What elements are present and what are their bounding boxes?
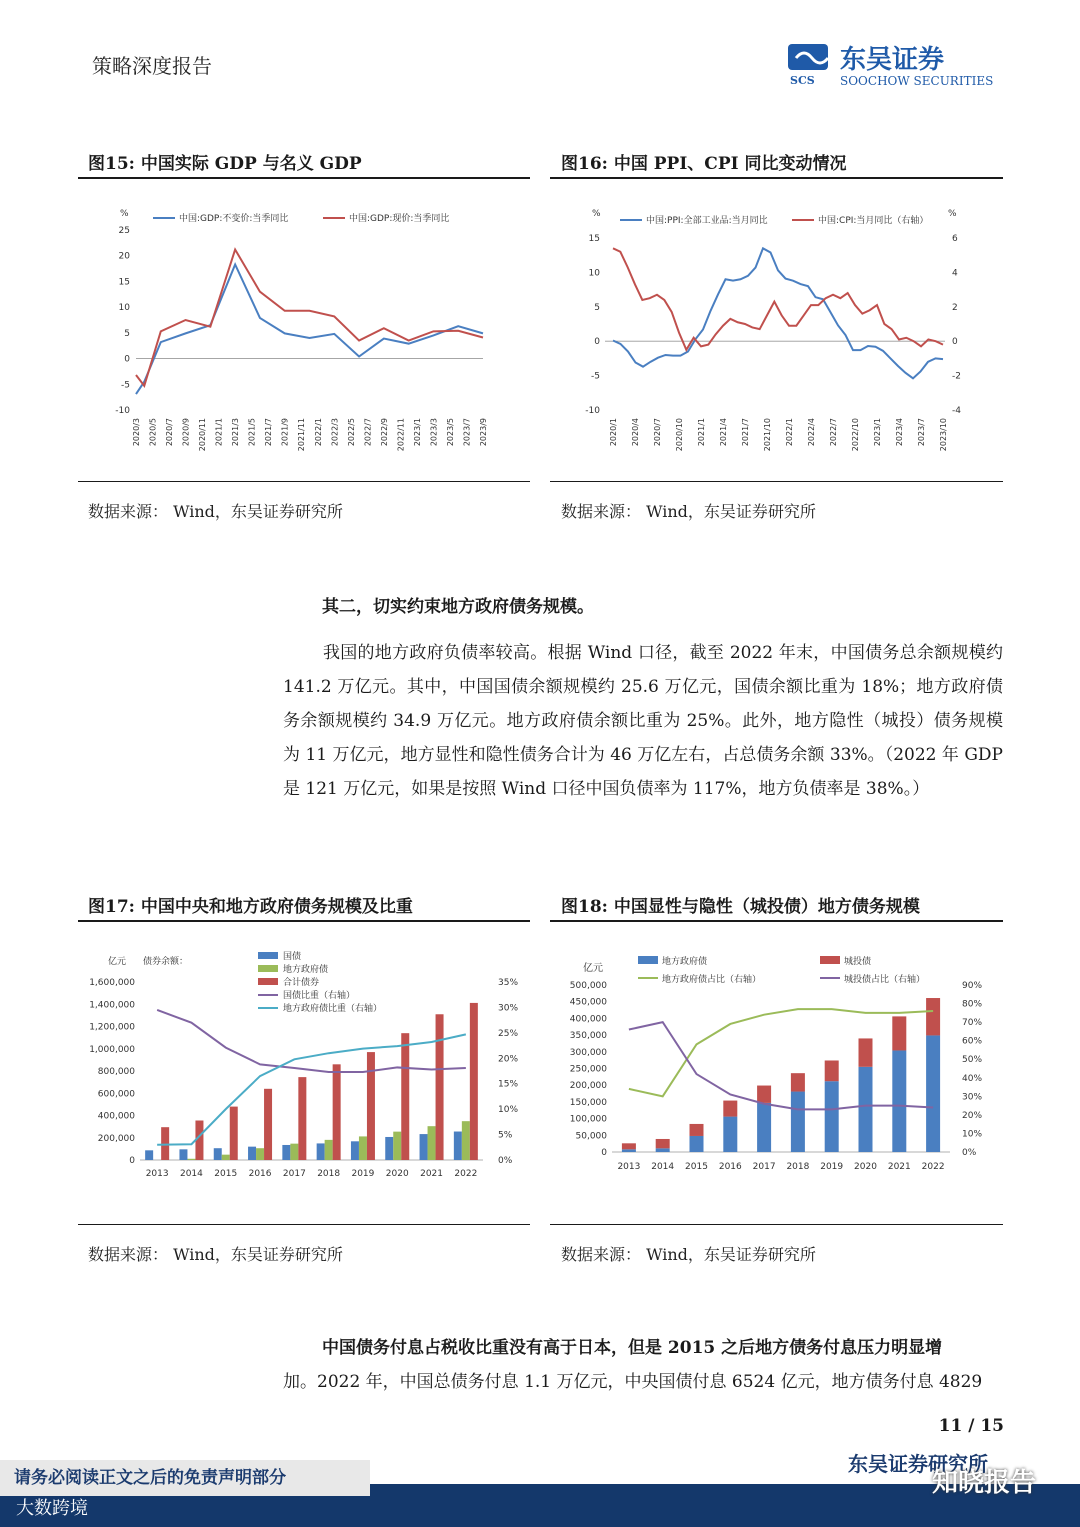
fig18-bar [825, 1060, 839, 1081]
fig18-ytick-left: 500,000 [569, 981, 607, 991]
fig17-ytick-right: 5% [498, 1130, 513, 1141]
fig16-legend-label: 中国:CPI:当月同比（右轴） [818, 216, 929, 226]
fig17-bar [264, 1089, 272, 1160]
fig18-bottom-rule [550, 1224, 1003, 1225]
watermark-left: 大数跨境 [16, 1498, 88, 1519]
fig18-xtick: 2013 [617, 1162, 641, 1172]
fig18-ytick-left: 50,000 [575, 1131, 607, 1142]
fig16-xtick: 2021/7 [741, 418, 750, 447]
fig17-legend-swatch [258, 952, 278, 959]
fig17-legend-label: 地方政府债 [283, 965, 329, 975]
fig18-legend-label: 城投债 [844, 957, 872, 967]
fig15-xtick: 2020/3 [132, 418, 141, 447]
fig16-xtick: 2020/7 [653, 418, 662, 447]
fig17-ytick-left: 1,200,000 [89, 1022, 135, 1033]
fig15-xtick: 2023/9 [479, 418, 488, 447]
fig18-ytick-right: 30% [962, 1092, 983, 1103]
fig16-ytick-right: -2 [952, 371, 961, 382]
fig18-ytick-left: 300,000 [569, 1047, 607, 1058]
fig16-ytick-right: 2 [952, 302, 958, 313]
fig17-bar [436, 1014, 444, 1160]
fig15-xtick: 2021/1 [214, 418, 224, 447]
fig17-xtick: 2014 [179, 1169, 203, 1179]
fig18-bar [622, 1149, 636, 1152]
fig17-xtick: 2019 [351, 1169, 375, 1179]
fig15-ytick: 0 [124, 354, 130, 365]
fig17-ytick-right: 20% [498, 1054, 519, 1065]
fig17-bar [317, 1143, 325, 1160]
fig17-bottom-rule [78, 1224, 530, 1225]
fig17-bar [367, 1052, 375, 1160]
fig17-xtick: 2016 [248, 1169, 272, 1179]
fig16-xtick: 2022/7 [829, 418, 838, 447]
fig16-ytick-left: 0 [594, 337, 600, 348]
report-type-title: 策略深度报告 [92, 54, 212, 78]
fig17-legend-label: 地方政府债比重（右轴） [283, 1004, 383, 1014]
fig16-series-line [613, 248, 943, 349]
fig18-ytick-left: 100,000 [569, 1114, 607, 1125]
fig16-series-line [613, 248, 943, 378]
fig18-bar [892, 1050, 906, 1152]
fig16-ytick-left: 5 [594, 302, 600, 313]
fig18-bar [791, 1073, 805, 1091]
fig16-legend-label: 中国:PPI:全部工业品:当月同比 [646, 216, 768, 226]
fig18-chart [550, 945, 1003, 1185]
brand-logo [786, 40, 1006, 90]
watermark-right: 知晓报告 [932, 1468, 1037, 1498]
fig15-bottom-rule [78, 481, 530, 482]
fig16-source: 数据来源： Wind，东吴证券研究所 [561, 502, 816, 521]
fig17-xtick: 2015 [214, 1169, 238, 1179]
closing-line-1: 中国债务付息占税收比重没有高于日本，但是 2015 之后地方债务付息压力明显增 [322, 1338, 943, 1358]
fig17-svg [78, 940, 530, 1185]
fig17-legend-label: 国债 [283, 952, 302, 962]
fig16-ytick-right: 4 [952, 268, 958, 279]
fig16-svg [550, 190, 1003, 470]
fig15-xtick: 2022/9 [379, 418, 389, 447]
fig17-ytick-right: 15% [498, 1079, 519, 1090]
fig18-bar [723, 1101, 737, 1117]
fig16-xtick: 2023/10 [939, 418, 948, 452]
fig18-bar [690, 1124, 704, 1136]
footer-brand: 东吴证券研究所 [848, 1452, 988, 1476]
fig15-series-line [136, 250, 483, 386]
fig16-unit-left: % [592, 209, 601, 219]
fig17-legend-label: 国债比重（右轴） [283, 991, 356, 1001]
fig17-chart [78, 940, 530, 1185]
fig18-ytick-right: 80% [962, 999, 983, 1010]
fig18-ytick-right: 10% [962, 1129, 983, 1140]
fig17-series-line [157, 1034, 466, 1144]
fig17-bar [359, 1136, 367, 1160]
fig18-ytick-left: 350,000 [569, 1031, 607, 1042]
fig15-legend-label: 中国:GDP:不变价:当季同比 [179, 214, 289, 224]
fig17-series-line [157, 1010, 466, 1072]
fig17-ytick-left: 800,000 [97, 1067, 135, 1077]
logo-abbr: SCS [790, 74, 815, 87]
fig18-series-line [629, 1022, 933, 1109]
fig17-ytick-left: 600,000 [97, 1089, 135, 1100]
fig18-legend-label: 城投债占比（右轴） [844, 975, 926, 985]
fig17-xtick: 2021 [420, 1169, 444, 1179]
closing-line-2: 加。2022 年，中国总债务付息 1.1 万亿元，中央国债付息 6524 亿元，地方债务付息 4829 [283, 1372, 983, 1392]
fig17-ytick-left: 1,600,000 [89, 978, 135, 988]
fig15-xtick: 2020/5 [148, 418, 158, 447]
fig17-ytick-left: 0 [129, 1156, 135, 1166]
fig16-xtick: 2022/4 [807, 418, 816, 447]
fig15-xtick: 2022/3 [330, 418, 340, 447]
fig18-legend-label: 地方政府债占比（右轴） [662, 975, 762, 985]
fig18-legend-swatch [638, 956, 658, 964]
fig18-bar [656, 1148, 670, 1152]
fig17-bar [351, 1141, 359, 1160]
fig16-xtick: 2022/1 [785, 418, 794, 447]
fig17-xtick: 2013 [145, 1169, 169, 1179]
fig18-ytick-left: 400,000 [569, 1014, 607, 1025]
fig15-chart [78, 190, 530, 470]
fig16-xtick: 2020/4 [631, 418, 640, 447]
fig15-xtick: 2020/7 [165, 418, 175, 447]
logo-en: SOOCHOW SECURITIES [840, 74, 994, 88]
fig17-bar [333, 1064, 341, 1160]
fig15-xtick: 2023/5 [445, 418, 455, 447]
fig18-ytick-left: 150,000 [569, 1097, 607, 1108]
logo-cn: 东吴证券 [840, 45, 945, 75]
section-heading: 其二，切实约束地方政府债务规模。 [322, 597, 594, 617]
fig18-bar [757, 1103, 771, 1152]
fig17-bar [462, 1121, 470, 1160]
fig18-xtick: 2016 [718, 1162, 742, 1172]
fig17-ytick-right: 25% [498, 1028, 519, 1039]
fig15-xtick: 2021/9 [280, 418, 290, 447]
fig18-xtick: 2018 [786, 1162, 810, 1172]
fig15-xtick: 2020/11 [198, 418, 208, 452]
fig16-ytick-right: 6 [952, 234, 958, 244]
fig17-source: 数据来源： Wind，东吴证券研究所 [88, 1245, 343, 1264]
fig15-xtick: 2021/7 [264, 418, 274, 447]
page-number: 11 / 15 [938, 1416, 1004, 1436]
fig18-series-line [629, 1009, 933, 1096]
fig17-bar [214, 1148, 222, 1160]
fig16-xtick: 2023/4 [895, 418, 904, 447]
fig15-unit-label: % [120, 209, 129, 219]
fig16-xtick: 2021/4 [719, 418, 728, 447]
fig15-ytick: 15 [118, 277, 130, 288]
fig18-xtick: 2019 [820, 1162, 844, 1172]
fig15-svg [78, 190, 530, 470]
fig17-bar [179, 1149, 187, 1160]
fig15-ytick: -5 [121, 380, 130, 391]
fig17-unit-left: 亿元 [108, 957, 127, 967]
fig17-legend-swatch [258, 965, 278, 972]
fig18-bar [622, 1143, 636, 1149]
fig17-bar [230, 1107, 238, 1160]
fig16-xtick: 2020/1 [609, 418, 618, 447]
fig17-bar [325, 1140, 333, 1160]
fig15-series-line [136, 264, 483, 394]
fig15-xtick: 2022/11 [396, 418, 406, 452]
fig18-xtick: 2020 [854, 1162, 877, 1172]
fig18-xtick: 2017 [752, 1162, 776, 1172]
fig18-bar [690, 1136, 704, 1152]
fig15-title: 图15: 中国实际 GDP 与名义 GDP [88, 154, 362, 174]
fig17-bar [282, 1145, 290, 1160]
fig18-legend-swatch [820, 956, 840, 964]
fig17-bar [470, 1003, 478, 1160]
fig18-legend-label: 地方政府债 [662, 957, 708, 967]
fig17-bar [393, 1132, 401, 1160]
fig16-ytick-left: -5 [591, 371, 600, 382]
fig18-bar [757, 1086, 771, 1103]
fig17-left-label: 债券余额： [143, 957, 189, 967]
fig18-bar [892, 1016, 906, 1050]
fig16-title: 图16: 中国 PPI、CPI 同比变动情况 [561, 154, 847, 174]
fig15-xtick: 2023/3 [429, 418, 439, 447]
fig18-xtick: 2021 [887, 1162, 911, 1172]
fig17-bar [145, 1150, 153, 1160]
fig15-ytick: -10 [115, 406, 130, 416]
fig18-ytick-left: 0 [601, 1148, 607, 1158]
fig17-top-rule [78, 920, 530, 922]
fig16-unit-right: % [948, 209, 957, 219]
fig17-bar [454, 1132, 462, 1160]
fig18-ytick-right: 60% [962, 1036, 983, 1047]
fig16-ytick-left: 10 [588, 268, 600, 279]
fig16-xtick: 2023/1 [873, 418, 882, 447]
fig17-bar [401, 1033, 409, 1160]
fig17-ytick-left: 1,400,000 [89, 1000, 135, 1011]
fig15-xtick: 2022/1 [313, 418, 323, 447]
fig16-ytick-left: -10 [585, 406, 600, 416]
fig15-xtick: 2021/3 [231, 418, 241, 447]
fig18-bar [926, 1035, 940, 1152]
fig18-bar [859, 1038, 873, 1066]
fig18-bar [825, 1081, 839, 1152]
fig15-legend-label: 中国:GDP:现价:当季同比 [349, 214, 450, 224]
fig15-xtick: 2022/5 [346, 418, 356, 447]
fig18-ytick-right: 70% [962, 1018, 983, 1029]
fig16-xtick: 2021/10 [763, 418, 772, 452]
fig18-ytick-right: 40% [962, 1073, 983, 1084]
fig17-bar [298, 1077, 306, 1160]
fig17-legend-swatch [258, 978, 278, 985]
fig17-bar [256, 1148, 264, 1160]
fig17-xtick: 2017 [282, 1169, 306, 1179]
fig17-legend-label: 合计债券 [283, 978, 320, 988]
fig17-ytick-right: 10% [498, 1105, 519, 1116]
fig18-unit-left: 亿元 [583, 963, 603, 974]
fig18-bar [791, 1092, 805, 1152]
fig17-title: 图17: 中国中央和地方政府债务规模及比重 [88, 897, 413, 917]
fig18-ytick-left: 250,000 [569, 1064, 607, 1075]
fig17-bar [428, 1126, 436, 1160]
fig15-ytick: 20 [118, 251, 130, 262]
fig16-xtick: 2022/10 [851, 418, 860, 452]
fig15-top-rule [78, 177, 530, 179]
fig15-xtick: 2021/5 [247, 418, 257, 447]
fig18-ytick-left: 200,000 [569, 1081, 607, 1092]
fig15-xtick: 2020/9 [181, 418, 191, 447]
fig17-xtick: 2018 [317, 1169, 341, 1179]
fig17-xtick: 2022 [454, 1169, 478, 1179]
fig17-bar [222, 1155, 230, 1160]
fig17-bar [248, 1147, 256, 1160]
fig17-bar [290, 1144, 298, 1160]
fig17-bar [187, 1159, 195, 1160]
fig17-xtick: 2020 [385, 1169, 409, 1179]
fig18-svg [550, 945, 1003, 1185]
fig15-source: 数据来源： Wind，东吴证券研究所 [88, 502, 343, 521]
fig17-ytick-left: 1,000,000 [89, 1044, 135, 1055]
fig18-bar [656, 1139, 670, 1148]
fig18-xtick: 2022 [921, 1162, 945, 1172]
fig18-ytick-right: 20% [962, 1110, 983, 1121]
fig17-ytick-right: 35% [498, 978, 519, 988]
fig16-bottom-rule [550, 481, 1003, 482]
fig16-ytick-right: 0 [952, 337, 958, 348]
fig17-ytick-left: 400,000 [97, 1111, 135, 1122]
fig18-ytick-right: 50% [962, 1055, 983, 1066]
fig15-ytick: 5 [124, 328, 130, 339]
fig15-xtick: 2023/7 [462, 418, 472, 447]
fig16-chart [550, 190, 1003, 470]
fig16-ytick-right: -4 [952, 406, 961, 416]
fig17-ytick-right: 0% [498, 1156, 513, 1166]
fig16-ytick-left: 15 [588, 234, 600, 244]
disclaimer-text: 请务必阅读正文之后的免责声明部分 [0, 1460, 370, 1496]
fig16-xtick: 2023/7 [917, 418, 926, 447]
fig15-xtick: 2022/7 [363, 418, 373, 447]
fig16-xtick: 2020/10 [675, 418, 684, 452]
fig15-ytick: 25 [118, 226, 130, 236]
fig15-ytick: 10 [118, 303, 130, 314]
fig17-bar [420, 1134, 428, 1160]
fig17-ytick-left: 200,000 [97, 1133, 135, 1144]
fig18-bar [926, 998, 940, 1035]
fig17-ytick-right: 30% [498, 1003, 519, 1014]
fig18-title: 图18: 中国显性与隐性（城投债）地方债务规模 [561, 897, 920, 917]
fig16-top-rule [550, 177, 1003, 179]
fig18-xtick: 2015 [685, 1162, 708, 1172]
fig18-bar [723, 1117, 737, 1152]
fig18-ytick-right: 0% [962, 1148, 977, 1158]
fig18-top-rule [550, 920, 1003, 922]
fig18-source: 数据来源： Wind，东吴证券研究所 [561, 1245, 816, 1264]
fig18-bar [859, 1067, 873, 1152]
fig15-xtick: 2021/11 [297, 418, 307, 452]
scs-logo-icon [786, 40, 1006, 90]
fig15-xtick: 2023/1 [412, 418, 422, 447]
section-paragraph: 我国的地方政府负债率较高。根据 Wind 口径，截至 2022 年末，中国债务总余额规模约 141.2 万亿元。其中，中国国债余额规模约 25.6 万亿元，国债余额比重为 18%；地方政府债务余额规模约 34.9 万亿元。地方政府债余额比重为 25%。此外，地方隐性（城投）债务规模为 11 万亿元，地方显性和隐性债务合计为 46 万亿左右，占总债务余额 33%。（2022 年 GDP 是 121 万亿元，如果是按照 Wind 口径中国负债率为 117%，地方负债率是 38%。） [283, 643, 1003, 799]
fig18-ytick-right: 90% [962, 981, 983, 991]
fig18-ytick-left: 450,000 [569, 997, 607, 1008]
fig18-xtick: 2014 [651, 1162, 675, 1172]
fig17-bar [385, 1137, 393, 1160]
fig16-xtick: 2021/1 [697, 418, 706, 447]
